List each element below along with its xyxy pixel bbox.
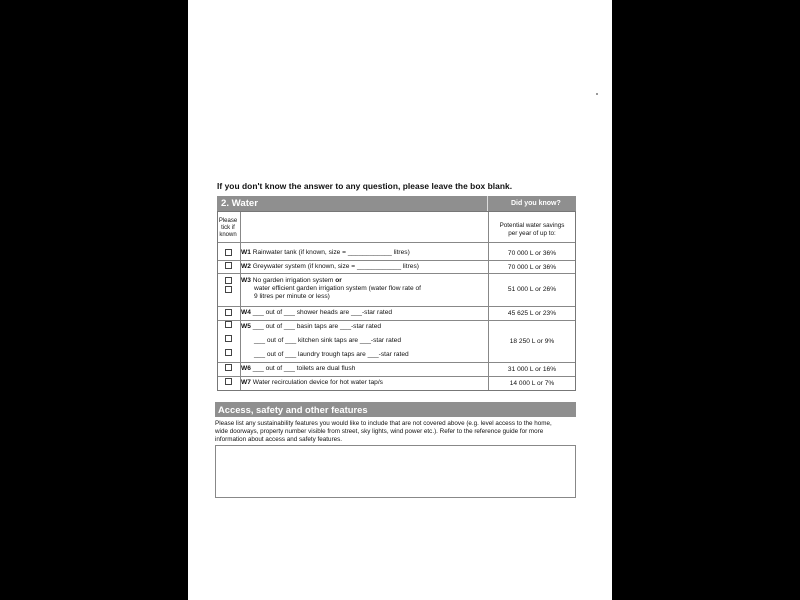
access-description-line: wide doorways, property number visible from street, sky lights, wind power etc.). Refer to the reference guide for more [215, 428, 544, 435]
w5-line-1 [241, 323, 409, 331]
w3-code: W3 [241, 277, 251, 284]
instruction-text: If you don't know the answer to any question, please leave the box blank. [217, 181, 513, 191]
w5-code: W5 [241, 323, 251, 330]
w7-savings: 14 000 L or 7% [509, 380, 555, 387]
w1-code: W1 [241, 249, 251, 256]
scan-speck [596, 93, 598, 95]
w5-savings: 18 250 L or 9% [509, 338, 555, 345]
w5-row-text [241, 323, 409, 359]
col-divider-savings [488, 212, 489, 390]
w6-checkbox[interactable] [225, 364, 232, 371]
access-section-title: Access, safety and other features [218, 404, 368, 415]
row-divider [218, 273, 575, 274]
w5-checkbox-kitchen[interactable] [225, 335, 232, 342]
w2-savings: 70 000 L or 36% [507, 264, 557, 271]
row-divider [218, 242, 575, 243]
row-divider [218, 306, 575, 307]
row-divider [218, 362, 575, 363]
savings-column-header [488, 222, 576, 238]
access-description-line: information about access and safety features. [215, 436, 343, 443]
w2-label: Greywater system (if known, size = ____________ litres) [252, 263, 419, 270]
tick-header-line: known [219, 232, 237, 238]
w4-checkbox[interactable] [225, 309, 232, 316]
water-section-title: 2. Water [221, 198, 258, 209]
savings-header-line: per year of up to: [508, 230, 556, 237]
access-description-line: Please list any sustainability features you would like to include that are not covered above (e.g. level access to the home, [215, 420, 552, 427]
w4-row-text [241, 309, 392, 317]
w3-label-1: No garden irrigation system [252, 277, 334, 284]
w4-savings: 45 625 L or 23% [507, 310, 557, 317]
col-divider-tick [240, 212, 241, 390]
w7-label: Water recirculation device for hot water tap/s [252, 379, 383, 386]
w2-row-text [241, 263, 419, 271]
water-section-header [217, 196, 576, 211]
w1-row-text [241, 249, 410, 257]
w3-checkbox-b[interactable] [225, 286, 232, 293]
w6-code: W6 [241, 365, 251, 372]
w5-label-2: ___ out of ___ kitchen sink taps are ___-star rated [254, 337, 401, 344]
row-divider [218, 260, 575, 261]
w3-or: or [335, 277, 342, 284]
w3-label-3: 9 litres per minute or less) [254, 293, 330, 300]
water-table [217, 211, 576, 391]
w5-label-3: ___ out of ___ laundry trough taps are ___-star rated [254, 351, 409, 358]
w2-code: W2 [241, 263, 251, 270]
w4-code: W4 [241, 309, 251, 316]
w3-checkbox-a[interactable] [225, 277, 232, 284]
w1-label: Rainwater tank (if known, size = ____________ litres) [252, 249, 410, 256]
tick-column-header [217, 218, 239, 239]
w6-row-text [241, 365, 355, 373]
w4-label: ___ out of ___ shower heads are ___-star rated [252, 309, 393, 316]
savings-header-line: Potential water savings [499, 222, 565, 229]
w1-savings: 70 000 L or 36% [507, 250, 557, 257]
w7-code: W7 [241, 379, 251, 386]
access-features-textbox[interactable] [215, 445, 576, 498]
w3-line-1 [241, 277, 421, 285]
w5-checkbox-laundry[interactable] [225, 349, 232, 356]
access-section-header [215, 402, 576, 417]
w6-savings: 31 000 L or 16% [507, 366, 557, 373]
w3-label-2: water efficient garden irrigation system (water flow rate of [254, 285, 421, 292]
w5-label-1: ___ out of ___ basin taps are ___-star rated [252, 323, 382, 330]
w3-row-text [241, 277, 421, 301]
tick-header-line: tick if [221, 225, 235, 231]
w6-label: ___ out of ___ toilets are dual flush [252, 365, 356, 372]
w1-checkbox[interactable] [225, 249, 232, 256]
row-divider [218, 376, 575, 377]
w3-savings: 51 000 L or 26% [507, 286, 557, 293]
w7-checkbox[interactable] [225, 378, 232, 385]
tick-header-line: Please [218, 218, 238, 224]
w5-checkbox-basin[interactable] [225, 321, 232, 328]
header-divider [487, 196, 488, 211]
w2-checkbox[interactable] [225, 262, 232, 269]
row-divider [218, 320, 575, 321]
access-description [215, 420, 580, 444]
w7-row-text [241, 379, 383, 387]
did-you-know-label: Did you know? [511, 200, 561, 207]
